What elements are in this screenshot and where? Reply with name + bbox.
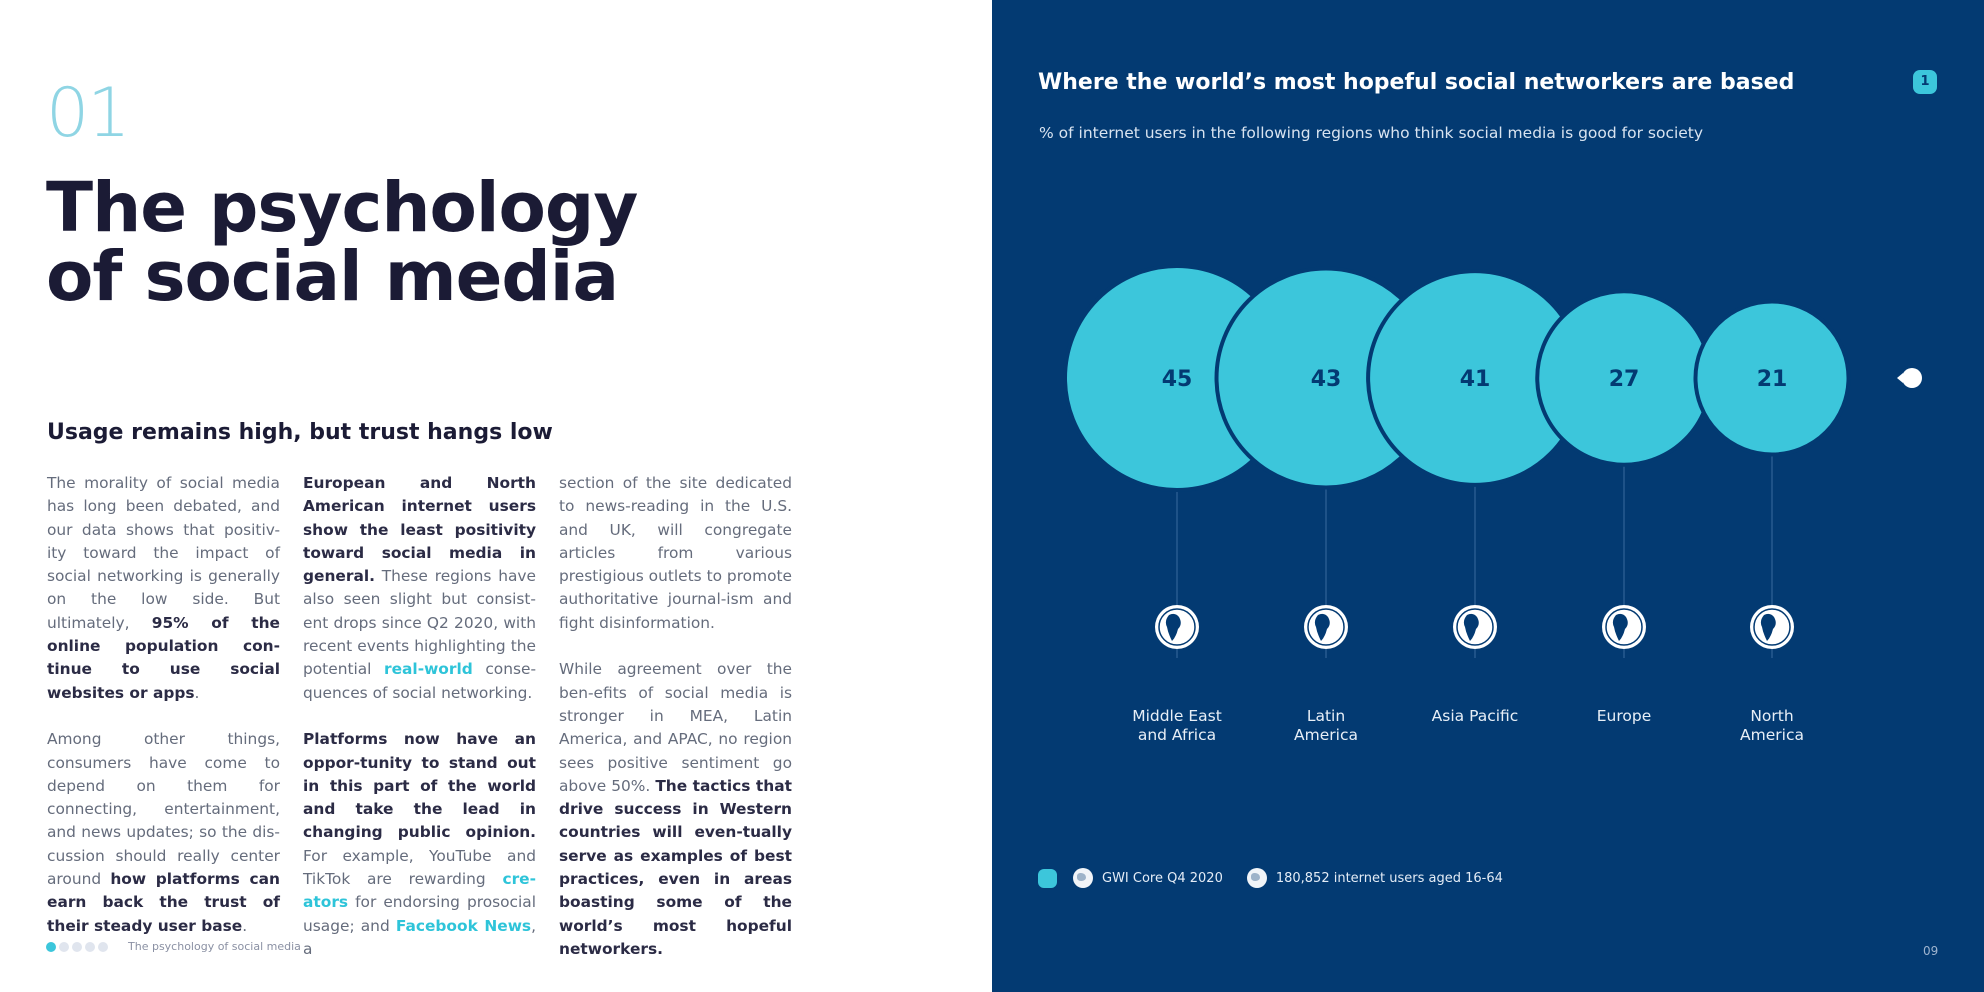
paragraph <box>47 728 280 938</box>
paragraph <box>303 728 536 961</box>
bold-run: The tactics that drive success in Western countries will even-tually serve as examples of best practices, even in areas boasting some of the world’s most hopeful networkers. <box>559 776 792 958</box>
value-label: 41 <box>1459 367 1491 392</box>
category-label: Middle East <box>1132 707 1222 725</box>
chart-subtitle: % of internet users in the following regions who think social media is good for society <box>1039 124 1704 142</box>
scroll-arrow-icon[interactable] <box>1897 368 1922 388</box>
text-run: . <box>242 916 248 935</box>
text-run: , a <box>303 916 536 958</box>
chart-bubbles <box>1065 266 1849 490</box>
value-label: 21 <box>1756 367 1788 392</box>
region-icons <box>1155 605 1794 649</box>
paragraph <box>559 658 792 961</box>
category-label: America <box>1740 726 1804 744</box>
text-run: for endorsing prosocial usage; and <box>303 893 536 935</box>
legend-sample: 180,852 internet users aged 16-64 <box>1275 870 1503 886</box>
globe-icon <box>1247 868 1267 888</box>
section-subheading: Usage remains high, but trust hangs low <box>47 420 553 445</box>
category-label: Asia Pacific <box>1431 707 1519 725</box>
facebook-news-link[interactable]: Facebook News <box>395 916 532 935</box>
text-column-2 <box>303 472 536 985</box>
title-line-2: of social media <box>46 237 619 317</box>
progress-dot <box>85 942 95 952</box>
progress-dot-active <box>46 942 56 952</box>
bubble-chart <box>992 0 1984 992</box>
chart-legend <box>1038 868 1527 888</box>
text-run: For example, YouTube and TikTok are rewarding <box>303 846 536 889</box>
globe-icon <box>1073 868 1093 888</box>
title-line-1: The psychology <box>46 168 638 248</box>
progress-dot <box>98 942 108 952</box>
text-column-1 <box>47 472 280 961</box>
value-label: 27 <box>1608 367 1640 392</box>
paragraph <box>303 472 536 705</box>
footer-section-label: The psychology of social media <box>128 940 301 953</box>
chart-number-badge: 1 <box>1913 70 1937 94</box>
region-labels <box>1132 707 1804 744</box>
value-label: 45 <box>1161 367 1193 392</box>
page-number: 09 <box>1923 944 1939 958</box>
gwi-logo-icon <box>1038 869 1057 888</box>
bold-run: Platforms now have an oppor-tunity to stand out in this part of the world and take the lead in changing public opinion. <box>303 730 536 842</box>
paragraph <box>47 472 280 705</box>
category-label: and Africa <box>1137 726 1217 744</box>
value-label: 43 <box>1310 367 1342 392</box>
category-label: Latin <box>1306 707 1346 725</box>
legend-source: GWI Core Q4 2020 <box>1102 870 1223 886</box>
category-label: North <box>1750 707 1794 725</box>
bold-run: how platforms can earn back the trust of their steady user base <box>47 870 280 935</box>
category-label: America <box>1294 726 1358 744</box>
category-label: Europe <box>1596 707 1652 725</box>
chart-title: Where the world’s most hopeful social networkers are based <box>1038 70 1795 95</box>
creators-link[interactable]: cre-ators <box>303 870 536 912</box>
page-progress-dots <box>46 942 108 952</box>
text-column-3 <box>559 472 792 985</box>
text-run: conse-quences of social networking. <box>303 660 536 702</box>
bold-run: European and North American internet users show the least positivity toward social media in general. <box>303 474 536 586</box>
section-number: 01 <box>46 74 129 153</box>
real-world-link[interactable]: real-world <box>384 660 473 679</box>
text-run: Among other things, consumers have come to depend on them for connecting, entertainment, and news updates; so the dis-cussion should really center around <box>47 730 280 889</box>
progress-dot <box>72 942 82 952</box>
progress-dot <box>59 942 69 952</box>
text-run: The morality of social media has long been debated, and our data shows that positiv-ity toward the impact of social networking is generally on the low side. But ultimately, <box>47 474 280 632</box>
bold-run: 95% of the online population con-tinue to use social websites or apps <box>47 613 280 702</box>
text-run: While agreement over the ben-efits of social media is stronger in MEA, Latin America, and APAC, no region sees positive sentiment go above 50%. <box>559 660 792 795</box>
text-run: . <box>194 683 200 702</box>
page-title <box>46 168 638 317</box>
text-run: These regions have also seen slight but consist-ent drops since Q2 2020, with recent events highlighting the potential <box>303 567 536 679</box>
paragraph: section of the site dedicated to news-reading in the U.S. and UK, will congregate articles from various prestigious outlets to promote authoritative journal-ism and fight disinformation. <box>559 474 793 632</box>
